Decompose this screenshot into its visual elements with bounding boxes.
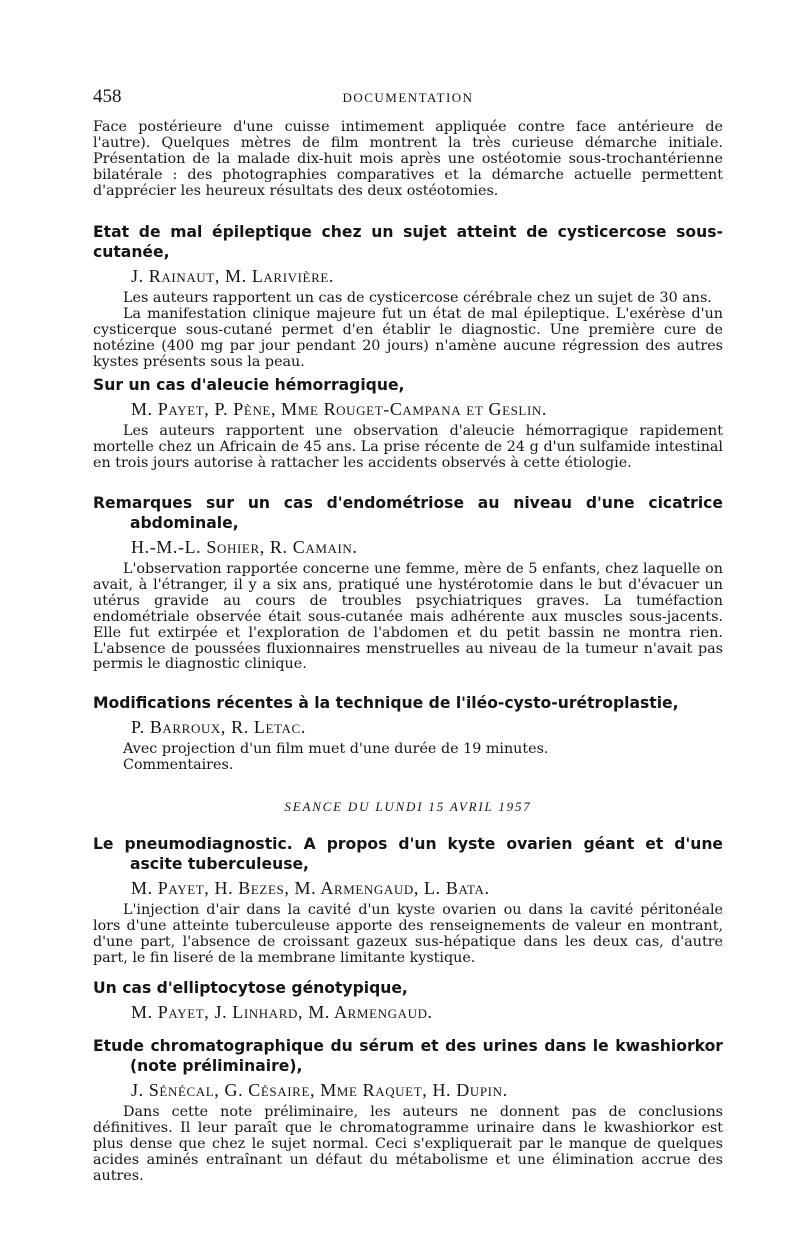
intro-paragraph: Face postérieure d'une cuisse intimement appliquée contre face antérieure de l'autre). Quelques mètres de film montrent la très curieuse démarche initiale. Présentation de la malade dix-huit mois après une ostéotomie sous-trochantérienne bilatérale : des photographies comparatives et la démarche actuelle permettent d'apprécier les heureux résultats des deux ostéotomies. (93, 119, 723, 199)
article-paragraph: L'injection d'air dans la cavité d'un kyste ovarien ou dans la cavité péritonéale lors d'une atteinte tuberculeuse apporte des renseignements de valeur en montrant, d'une part, l'absence de croissant gazeux sus-hépatique dans les deux cas, d'autre part, le fin liseré de la membrane limitante kystique. (93, 902, 723, 966)
article-title: Etat de mal épileptique chez un sujet atteint de cysticercose sous-cutanée, (93, 223, 723, 261)
article-authors: J. Rainaut, M. Larivière. (131, 266, 334, 286)
article-authors: M. Payet, J. Linhard, M. Armengaud. (131, 1002, 433, 1022)
article-authors: M. Payet, P. Pène, Mme Rouget-Campana et Geslin. (131, 399, 547, 419)
article-paragraph: Les auteurs rapportent une observation d'aleucie hémorragique rapidement mortelle chez un Africain de 45 ans. La prise récente de 24 g d'un sulfamide intestinal en trois jours autorise à rattacher les accidents observés à cette étiologie. (93, 423, 723, 471)
article-endometriose (93, 493, 723, 673)
article-authors: H.-M.-L. Sohier, R. Camain. (131, 537, 358, 557)
article-authors: J. Sénécal, G. Césaire, Mme Raquet, H. Dupin. (131, 1080, 508, 1100)
running-title: DOCUMENTATION (342, 90, 474, 105)
article-authors: M. Payet, H. Bezes, M. Armengaud, L. Bata. (131, 878, 490, 898)
article-paragraph: La manifestation clinique majeure fut un état de mal épileptique. L'exérèse d'un cysticerque sous-cutané permet d'en établir le diagnostic. Une première cure de notézine (400 mg par jour pendant 20 jours) n'amène aucune régression des autres kystes présents sous la peau. (93, 305, 723, 370)
article-authors: P. Barroux, R. Letac. (131, 717, 306, 737)
article-title: Modifications récentes à la technique de l'iléo-cysto-urétroplastie, (93, 694, 679, 712)
article-title: Le pneumodiagnostic. A propos d'un kyste ovarien géant et d'une ascite tuberculeuse, (93, 835, 723, 873)
session-heading: SEANCE DU LUNDI 15 AVRIL 1957 (284, 799, 532, 814)
article-title: Etude chromatographique du sérum et des urines dans le kwashiorkor (note préliminaire), (93, 1037, 723, 1075)
article-paragraph: Avec projection d'un film muet d'une durée de 19 minutes. (123, 741, 549, 757)
article-paragraph: Dans cette note préliminaire, les auteurs ne donnent pas de conclusions définitives. Il leur paraît que le chromatogramme urinaire dans le kwashiorkor est plus dense que chez le sujet normal. Ceci s'expliquerait par le manque de quelques acides aminés entraînant un défaut du métabolisme et une élimination accrue des autres. (93, 1104, 723, 1184)
article-title: Un cas d'elliptocytose génotypique, (93, 979, 408, 997)
intro-section (93, 120, 723, 200)
page-number: 458 (93, 86, 122, 107)
article-cysticercose (93, 222, 723, 371)
article-pneumodiagnostic (93, 834, 723, 967)
article-ileo-cysto (93, 693, 723, 774)
article-paragraph: Les auteurs rapportent un cas de cysticercose cérébrale chez un sujet de 30 ans. (123, 290, 712, 306)
article-paragraph: L'observation rapportée concerne une femme, mère de 5 enfants, chez laquelle on avait, à l'étranger, il y a six ans, pratiqué une hystérotomie dans le but d'évacuer un utérus gravide au cours de troubles psychiatriques graves. La tuméfaction endométriale observée était sous-cutanée mais adhérente aux muscles sous-jacents. Elle fut extirpée et l'exploration de l'abdomen et du petit bassin ne montra rien. L'absence de poussées fluxionnaires menstruelles au niveau de la tumeur n'avait pas permis le diagnostic clinique. (93, 561, 723, 673)
article-aleucie (93, 375, 723, 472)
page-header (93, 86, 723, 108)
article-title: Sur un cas d'aleucie hémorragique, (93, 376, 405, 394)
article-title: Remarques sur un cas d'endométriose au niveau d'une cicatrice abdominale, (93, 494, 723, 532)
article-kwashiorkor (93, 1036, 723, 1185)
session-heading-block (93, 799, 723, 815)
article-paragraph: Commentaires. (123, 756, 234, 773)
article-elliptocytose (93, 978, 723, 1027)
